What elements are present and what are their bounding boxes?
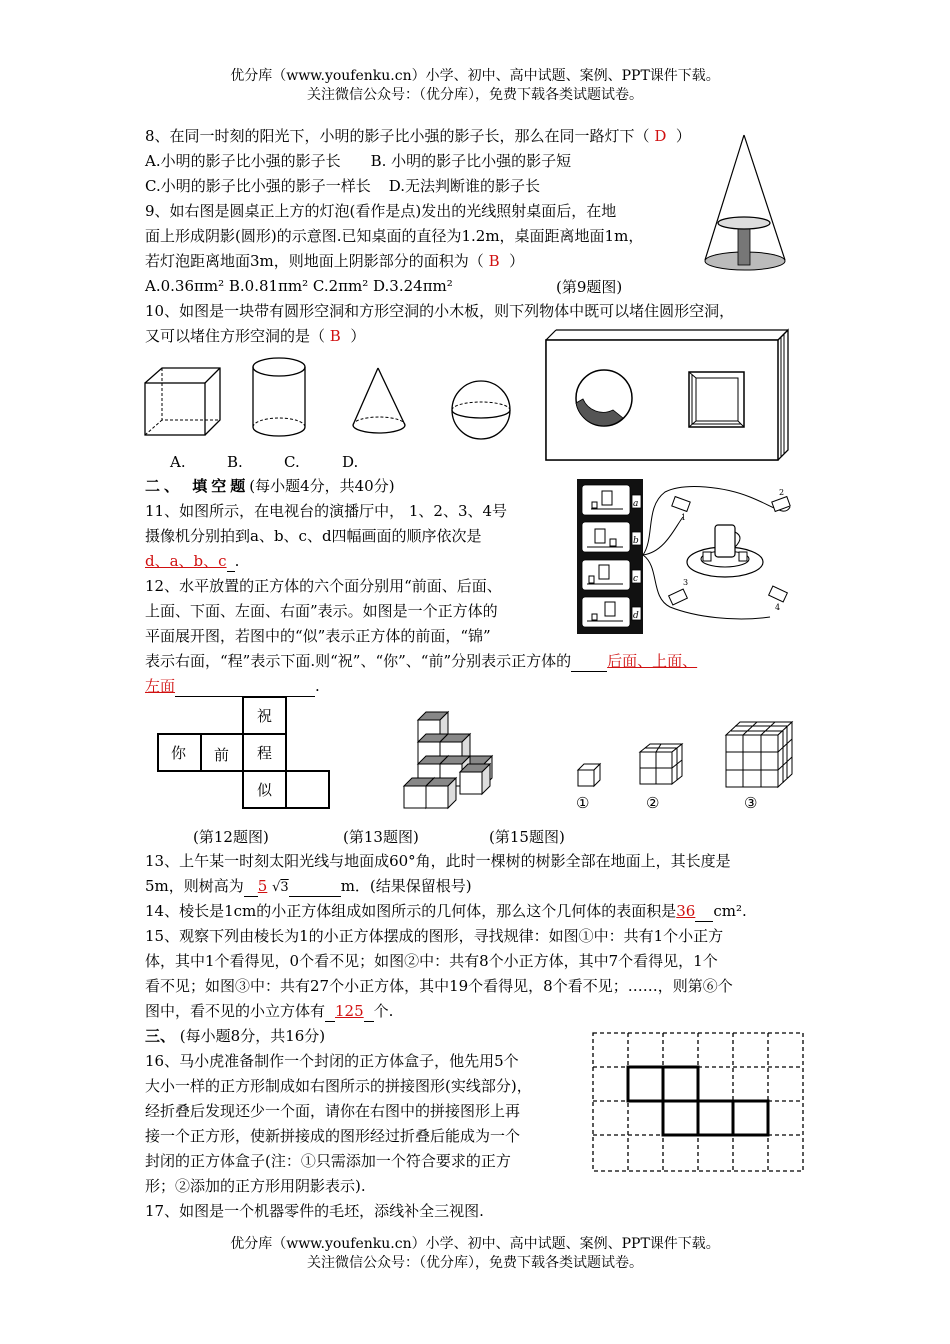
q11-cam-2: 2 xyxy=(779,488,785,497)
sqrt-icon: √3 xyxy=(272,880,289,895)
q8-options-ab xyxy=(145,151,571,171)
q8-option-c: C.小明的影子比小强的影子一样长 xyxy=(145,177,371,195)
q15-label-2: ② xyxy=(646,794,660,812)
q16-line-5: 封闭的正方体盒子(注：①只需添加一个符合要求的正方 xyxy=(145,1152,511,1170)
q16-line-4: 接一个正方形，使新拼接成的图形经过折叠后能成为一个 xyxy=(145,1127,521,1145)
q16-line-1: 16、马小虎准备制作一个封闭的正方体盒子，他先用5个 xyxy=(145,1052,519,1070)
q13-line-1: 13、上午某一时刻太阳光线与地面成60°角，此时一棵树的树影全部在地面上，其长度是 xyxy=(145,852,731,870)
q8-stem-text: 8、在同一时刻的阳光下，小明的影子比小强的影子长，那么在同一路灯下（ xyxy=(145,127,650,145)
q15-label-1: ① xyxy=(576,794,590,812)
q15-line-2: 体，其中1个看得见，0个看不见；如图②中：共有8个小正方体，其中7个看得见，1个 xyxy=(145,952,718,970)
footer-line-1: 优分库（www.youfenku.cn）小学、初中、高中试题、案例、PPT课件下载。 xyxy=(230,1236,720,1252)
q13-root: 3 xyxy=(280,880,289,895)
q12-line-4-text: 表示右面，“程”表示下面.则“祝”、“你”、“前”分别表示正方体的 xyxy=(145,652,572,670)
q8-close: ） xyxy=(675,127,691,145)
q10-label-a: A. xyxy=(170,453,186,471)
q12-line-4 xyxy=(145,651,697,672)
q12-net-zhu: 祝 xyxy=(257,707,273,725)
fig-13-caption: (第13题图) xyxy=(343,828,419,846)
q12-net-ni: 你 xyxy=(171,744,187,762)
q10-label-b: B. xyxy=(227,453,243,471)
q8-stem xyxy=(145,126,691,146)
q8-option-a: A.小明的影子比小强的影子长 xyxy=(145,152,341,170)
section-2-note: (每小题4分，共40分) xyxy=(249,477,395,495)
q15-line-3: 看不见；如图③中：共有27个小正方体，其中19个看得见，8个看不见；……，则第⑥个 xyxy=(145,977,733,995)
q17-line-1: 17、如图是一个机器零件的毛坯，添线补全三视图. xyxy=(145,1202,484,1220)
q15-line-4-tail: 个. xyxy=(373,1002,394,1020)
q8-answer: D xyxy=(654,127,667,145)
q10-sphere-figure xyxy=(448,378,518,443)
footer-line-2: 关注微信公众号：（优分库），免费下载各类试题试卷。 xyxy=(307,1255,643,1271)
q14-answer: 36 xyxy=(676,902,696,920)
q11-frame-d: d xyxy=(633,611,639,621)
section-3-title: 三、 xyxy=(145,1027,176,1045)
q9-line-3 xyxy=(145,251,524,271)
q10-label-d: D. xyxy=(342,453,359,471)
q15-answer: 125 xyxy=(335,1002,364,1020)
q13-answer: 5 xyxy=(257,877,268,895)
q8-options-cd xyxy=(145,176,540,196)
section-3-heading xyxy=(145,1026,325,1046)
q16-line-2: 大小一样的正方形制成如右图所示的拼接图形(实线部分)， xyxy=(145,1077,532,1095)
q12-net-si: 似 xyxy=(257,781,273,799)
q10-board-figure xyxy=(543,325,798,465)
q15-line-1: 15、观察下列由棱长为1的小正方体摆成的图形，寻找规律：如图①中：共有1个小正方 xyxy=(145,927,724,945)
q15-cubes-figure xyxy=(570,720,800,815)
q11-frame-c: c xyxy=(633,574,639,584)
q9-line-1: 9、如右图是圆桌正上方的灯泡(看作是点)发出的光线照射桌面后，在地 xyxy=(145,202,617,220)
fig-15-caption: (第15题图) xyxy=(489,828,565,846)
q8-option-d: D.无法判断谁的影子长 xyxy=(388,177,540,195)
q8-option-b: B. 小明的影子比小强的影子短 xyxy=(370,152,572,170)
header-line-2: 关注微信公众号：（优分库），免费下载各类试题试卷。 xyxy=(307,87,643,103)
q9-line-3-text: 若灯泡距离地面3m，则地面上阴影部分的面积为（ xyxy=(145,252,484,270)
section-3-note: (每小题8分，共16分) xyxy=(179,1027,326,1045)
section-2-title: 二、 填空题 xyxy=(145,477,250,495)
section-2-heading xyxy=(145,476,395,496)
q11-frame-a: a xyxy=(633,499,639,509)
q11-line-2: 摄像机分别拍到a、b、c、d四幅画面的顺序依次是 xyxy=(145,527,482,545)
q12-line-1: 12、水平放置的正方体的六个面分别用“前面、后面、 xyxy=(145,577,502,595)
q12-net-cheng: 程 xyxy=(257,744,273,762)
q11-tail: . xyxy=(234,552,240,570)
q9-figure-caption: (第9题图) xyxy=(556,278,623,296)
header-line-1: 优分库（www.youfenku.cn）小学、初中、高中试题、案例、PPT课件下载。 xyxy=(230,68,720,84)
q11-cam-4: 4 xyxy=(775,603,781,612)
q13-cubes-figure xyxy=(400,710,500,810)
q10-cone-figure xyxy=(345,365,415,440)
q10-line-2 xyxy=(145,326,365,346)
fig-12-caption: (第12题图) xyxy=(193,828,269,846)
q15-line-4-text: 图中，看不见的小立方体有 xyxy=(145,1002,326,1020)
q12-line-2: 上面、下面、左面、右面”表示。如图是一个正方体的 xyxy=(145,602,498,620)
q13-line-2-text: 5m，则树高为 xyxy=(145,877,244,895)
q9-options: A.0.36πm² B.0.81πm² C.2πm² D.3.24πm² xyxy=(145,277,453,295)
q12-line-3: 平面展开图，若图中的“似”表示正方体的前面，“锦” xyxy=(145,627,491,645)
q12-answer-1: 后面、上面、 xyxy=(607,652,698,670)
q10-cylinder-figure xyxy=(245,355,315,440)
q12-answer-2: 左面 xyxy=(145,677,176,695)
q12-line-5 xyxy=(145,676,320,697)
q12-tail: . xyxy=(315,677,320,695)
q16-grid-figure xyxy=(590,1030,805,1175)
q9-close: ） xyxy=(509,252,525,270)
q11-cam-1: 1 xyxy=(681,513,687,522)
q9-lamp-figure xyxy=(700,130,800,275)
q11-frame-b: b xyxy=(633,536,639,546)
q11-studio-figure xyxy=(575,477,800,637)
q10-line-1: 10、如图是一块带有圆形空洞和方形空洞的小木板，则下列物体中既可以堵住圆形空洞， xyxy=(145,302,735,320)
q9-answer: B xyxy=(488,252,500,270)
q10-label-c: C. xyxy=(284,453,300,471)
q16-line-3: 经折叠后发现还少一个面，请你在右图中的拼接图形上再 xyxy=(145,1102,521,1120)
q10-cube-figure xyxy=(140,365,225,440)
q15-line-4 xyxy=(145,1001,393,1022)
q14-line-1 xyxy=(145,901,747,922)
q11-line-1: 11、如图所示，在电视台的演播厅中， 1、2、3、4号 xyxy=(145,502,508,520)
q9-line-2: 面上形成阴影(圆形)的示意图.已知桌面的直径为1.2m，桌面距离地面1m， xyxy=(145,227,644,245)
q11-answer: d、a、b、c xyxy=(145,552,227,570)
q13-line-2-tail: m．(结果保留根号) xyxy=(340,877,472,895)
q11-line-3 xyxy=(145,551,239,572)
q16-line-6: 形；②添加的正方形用阴影表示). xyxy=(145,1177,366,1195)
q14-unit: cm². xyxy=(713,902,747,920)
q10-close: ） xyxy=(350,327,366,345)
q10-line-2-text: 又可以堵住方形空洞的是（ xyxy=(145,327,326,345)
q15-label-3: ③ xyxy=(744,794,758,812)
q11-cam-3: 3 xyxy=(683,578,689,587)
q13-line-2 xyxy=(145,876,472,898)
q14-line-1-text: 14、棱长是1cm的小正方体组成如图所示的几何体，那么这个几何体的表面积是 xyxy=(145,902,677,920)
q12-net-qian: 前 xyxy=(214,746,230,764)
q10-answer: B xyxy=(329,327,341,345)
